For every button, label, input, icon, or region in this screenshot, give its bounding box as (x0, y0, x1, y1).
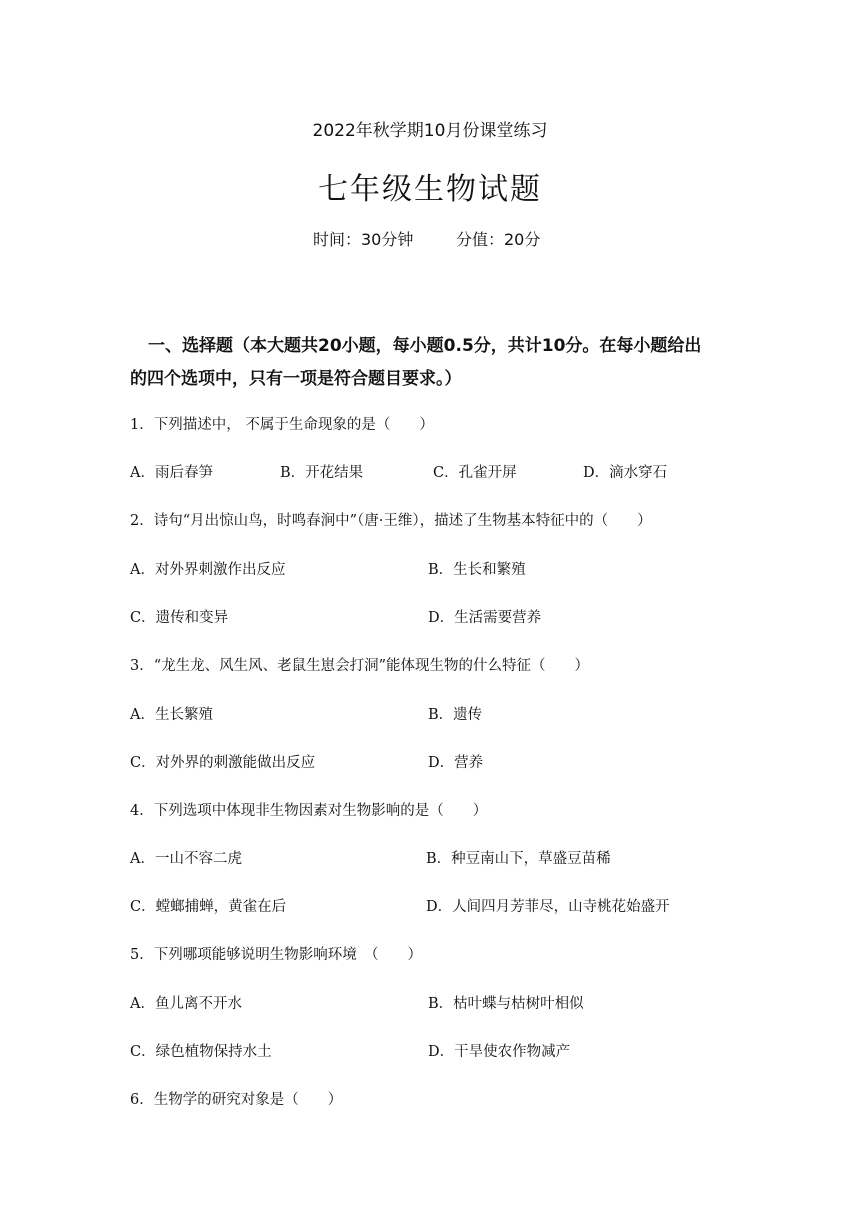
question-1-option-a: A．雨后春笋 (130, 465, 213, 481)
question-3-option-c: C．对外界的刺激能做出反应 (130, 755, 316, 771)
exam-score: 分值：20分 (456, 230, 541, 249)
question-5-stem: 5．下列哪项能够说明生物影响环境 （ ） (130, 947, 422, 963)
question-2-option-c: C．遗传和变异 (130, 610, 229, 626)
question-4-option-d: D．人间四月芳菲尽，山寺桃花始盛开 (426, 899, 670, 915)
exam-time: 时间：30分钟 (313, 230, 414, 249)
question-1-option-b: B．开花结果 (280, 465, 364, 481)
question-2-option-a: A．对外界刺激作出反应 (130, 562, 286, 578)
question-1-option-d: D．滴水穿石 (583, 465, 668, 481)
question-2-option-d: D．生活需要营养 (428, 610, 542, 626)
question-4-stem: 4．下列选项中体现非生物因素对生物影响的是（ ） (130, 803, 488, 819)
question-2-stem: 2．诗句“月出惊山鸟，时鸣春涧中”（唐·王维），描述了生物基本特征中的（ ） (130, 513, 652, 529)
question-4-option-a: A．一山不容二虎 (130, 851, 242, 867)
question-4-option-c: C．螳螂捕蝉，黄雀在后 (130, 899, 287, 915)
section-heading-line2: 的四个选项中，只有一项是符合题目要求。） (130, 369, 462, 389)
question-3-option-d: D．营养 (428, 755, 484, 771)
question-5-option-c: C．绿色植物保持水土 (130, 1044, 272, 1060)
question-5-option-d: D．干旱使农作物减产 (428, 1044, 571, 1060)
question-3-option-a: A．生长繁殖 (130, 707, 213, 723)
question-1-stem: 1．下列描述中， 不属于生命现象的是（ ） (130, 417, 434, 433)
question-1-option-c: C．孔雀开屏 (433, 465, 517, 481)
section-heading-line1: 一、选择题（本大题共20小题，每小题0.5分，共计10分。在每小题给出 (148, 336, 702, 356)
question-2-option-b: B．生长和繁殖 (428, 562, 526, 578)
question-4-option-b: B．种豆南山下，草盛豆苗稀 (426, 851, 611, 867)
question-6-stem: 6．生物学的研究对象是（ ） (130, 1092, 343, 1108)
exam-subtitle: 2022年秋学期10月份课堂练习 (312, 121, 548, 141)
question-5-option-b: B．枯叶蝶与枯树叶相似 (428, 996, 584, 1012)
question-5-option-a: A．鱼儿离不开水 (130, 996, 242, 1012)
question-3-option-b: B．遗传 (428, 707, 483, 723)
exam-title: 七年级生物试题 (318, 172, 542, 207)
question-3-stem: 3．“龙生龙、风生风、老鼠生崽会打洞”能体现生物的什么特征（ ） (130, 658, 590, 674)
